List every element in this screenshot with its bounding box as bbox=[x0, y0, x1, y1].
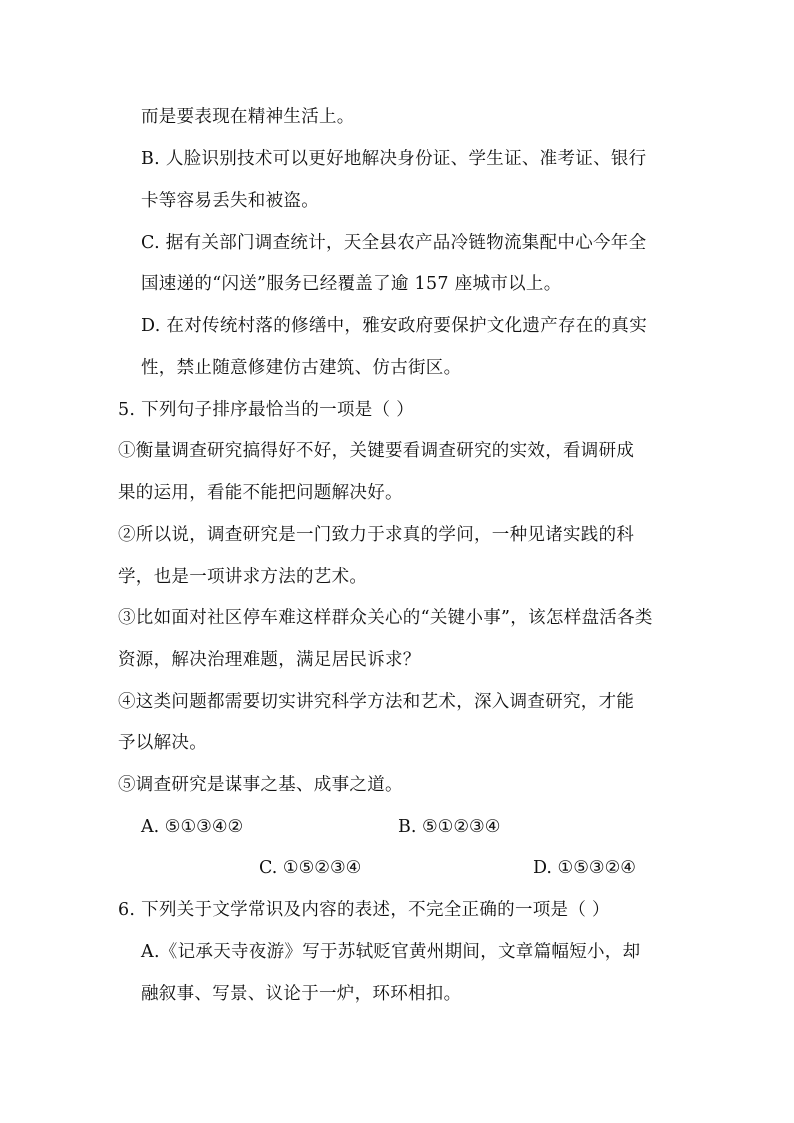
q4-option-c-line1: C. 据有关部门调查统计，天全县农产品冷链物流集配中心今年全 bbox=[141, 233, 647, 253]
q4-option-b-line2: 卡等容易丢失和被盗。 bbox=[141, 191, 319, 211]
q5-sentence-4-line1: ④这类问题都需要切实讲究科学方法和艺术，深入调查研究，才能 bbox=[118, 692, 635, 712]
q6-stem: 6. 下列关于文学常识及内容的表述，不完全正确的一项是（ ） bbox=[118, 900, 610, 920]
q5-sentence-1-line1: ①衡量调查研究搞得好不好，关键要看调查研究的实效，看调研成 bbox=[118, 441, 635, 461]
q5-sentence-2-line1: ②所以说，调查研究是一门致力于求真的学问，一种见诸实践的科 bbox=[118, 525, 635, 545]
q5-sentence-3-line1: ③比如面对社区停车难这样群众关心的“关键小事”，该怎样盘活各类 bbox=[118, 608, 653, 628]
q5-option-d: D. ①⑤③②④ bbox=[533, 858, 636, 878]
q6-option-a-line1: A.《记承天寺夜游》写于苏轼贬官黄州期间，文章篇幅短小，却 bbox=[141, 942, 641, 962]
q5-sentence-5: ⑤调查研究是谋事之基、成事之道。 bbox=[118, 775, 403, 795]
q4-option-c-line2: 国速递的“闪送”服务已经覆盖了逾 157 座城市以上。 bbox=[141, 274, 562, 294]
q5-sentence-3-line2: 资源，解决治理难题，满足居民诉求？ bbox=[118, 650, 421, 670]
q5-option-a: A. ⑤①③④② bbox=[141, 817, 244, 837]
q5-sentence-2-line2: 学，也是一项讲求方法的艺术。 bbox=[118, 567, 368, 587]
q5-option-b: B. ⑤①②③④ bbox=[398, 817, 501, 837]
q4-option-d-line1: D. 在对传统村落的修缮中，雅安政府要保护文化遗产存在的真实 bbox=[141, 316, 648, 336]
q4-option-b-line1: B. 人脸识别技术可以更好地解决身份证、学生证、准考证、银行 bbox=[141, 149, 647, 169]
q4-option-d-line2: 性，禁止随意修建仿古建筑、仿古街区。 bbox=[141, 358, 462, 378]
q5-sentence-4-line2: 予以解决。 bbox=[118, 733, 207, 753]
q5-option-c: C. ①⑤②③④ bbox=[259, 858, 362, 878]
q5-sentence-1-line2: 果的运用，看能不能把问题解决好。 bbox=[118, 483, 403, 503]
q6-option-a-line2: 融叙事、写景、议论于一炉，环环相扣。 bbox=[141, 984, 462, 1004]
q5-stem: 5. 下列句子排序最恰当的一项是（ ） bbox=[118, 400, 415, 420]
q4-option-a-continuation: 而是要表现在精神生活上。 bbox=[141, 107, 355, 127]
